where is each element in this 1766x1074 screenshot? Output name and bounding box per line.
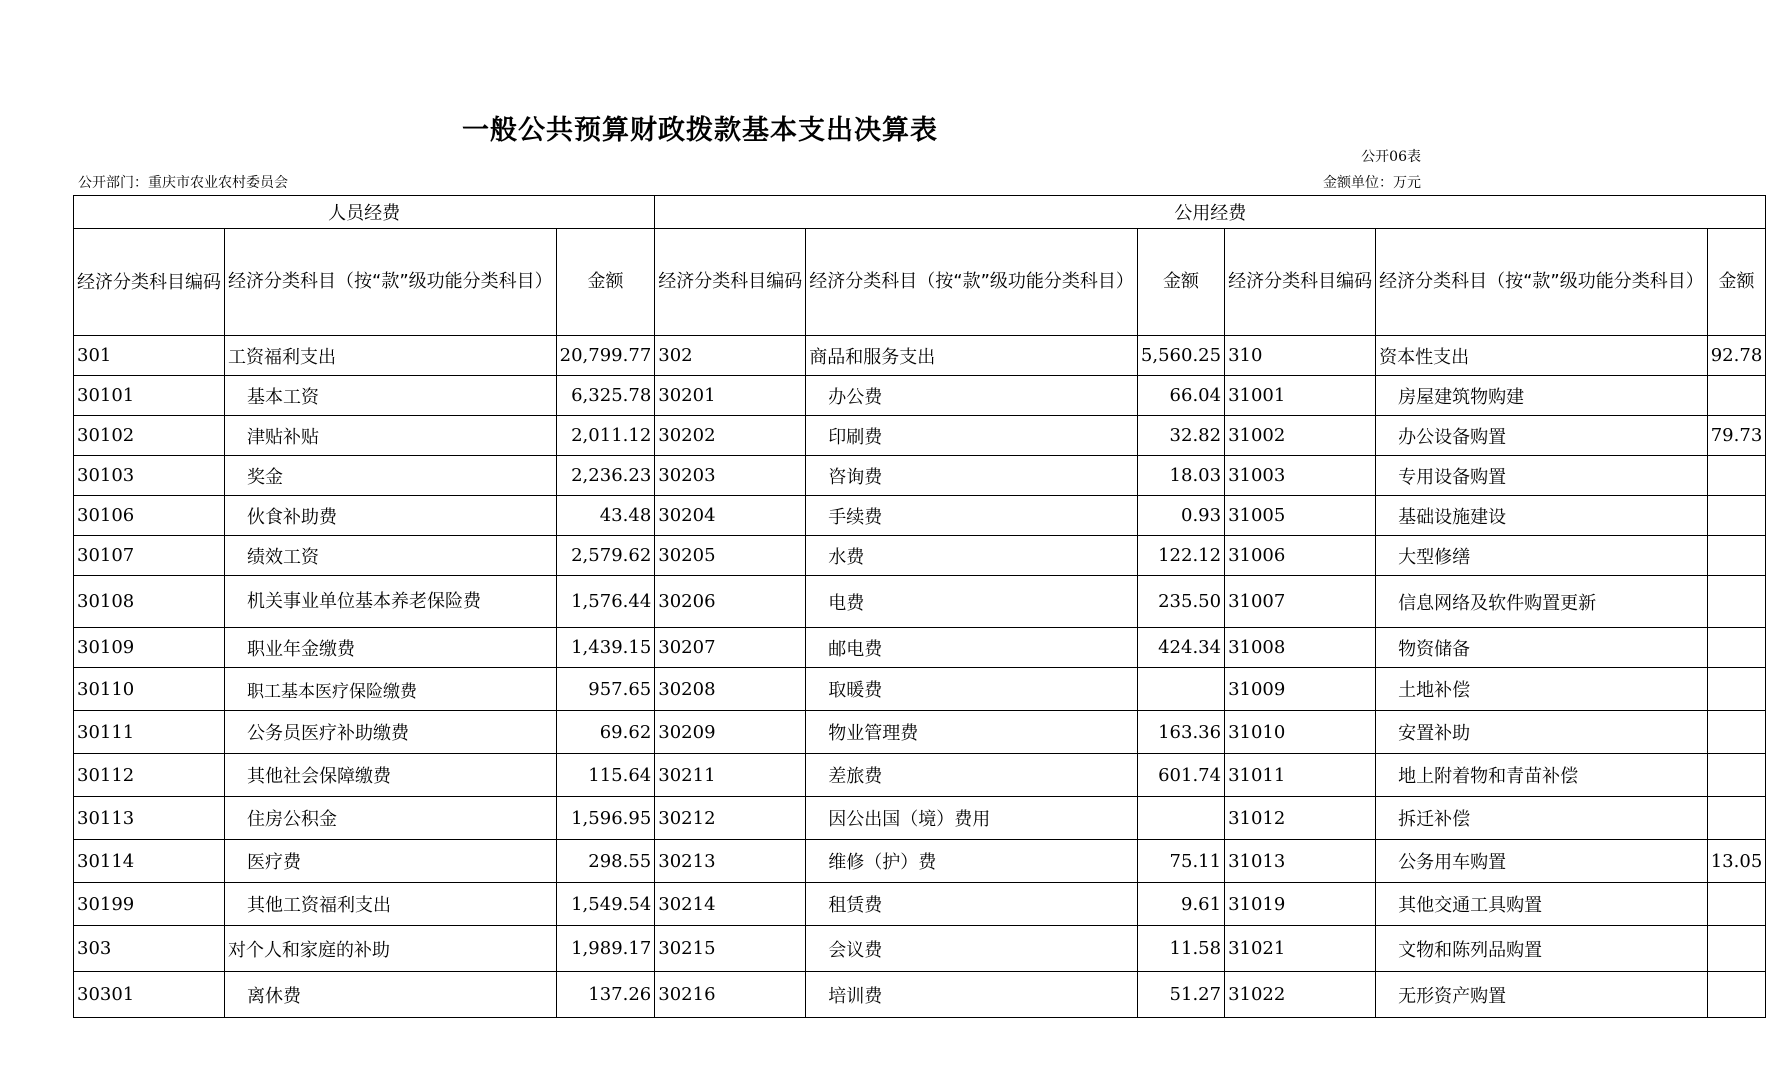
- code-cell: 30199: [74, 883, 225, 926]
- amount-cell: 957.65: [556, 668, 655, 711]
- name-cell: 地上附着物和青苗补偿: [1376, 754, 1708, 797]
- table-row: [74, 416, 1766, 456]
- table-row: [74, 754, 1766, 797]
- table-row: [74, 668, 1766, 711]
- amount-cell: 11.58: [1137, 926, 1224, 972]
- name-cell: 商品和服务支出: [806, 336, 1138, 376]
- name-cell: 土地补偿: [1376, 668, 1708, 711]
- table-row: [74, 797, 1766, 840]
- name-cell: 文物和陈列品购置: [1376, 926, 1708, 972]
- code-cell: 30214: [655, 883, 806, 926]
- amount-cell: [1707, 628, 1766, 668]
- header-code-goods: 经济分类科目编码: [655, 229, 806, 336]
- code-cell: 30212: [655, 797, 806, 840]
- amount-cell: 1,549.54: [556, 883, 655, 926]
- amount-cell: 92.78: [1707, 336, 1766, 376]
- code-cell: 30106: [74, 496, 225, 536]
- amount-cell: 5,560.25: [1137, 336, 1224, 376]
- code-cell: 31019: [1225, 883, 1376, 926]
- header-code-capital: 经济分类科目编码: [1225, 229, 1376, 336]
- name-cell: 无形资产购置: [1376, 972, 1708, 1018]
- name-cell: 工资福利支出: [225, 336, 557, 376]
- name-cell: 奖金: [225, 456, 557, 496]
- code-cell: 31002: [1225, 416, 1376, 456]
- name-cell: 拆迁补偿: [1376, 797, 1708, 840]
- amount-cell: 2,011.12: [556, 416, 655, 456]
- amount-cell: 2,579.62: [556, 536, 655, 576]
- header-name-capital: 经济分类科目（按“款”级功能分类科目）: [1376, 229, 1708, 336]
- amount-cell: 2,236.23: [556, 456, 655, 496]
- name-cell: 维修（护）费: [806, 840, 1138, 883]
- name-cell: 其他工资福利支出: [225, 883, 557, 926]
- code-cell: 30202: [655, 416, 806, 456]
- name-cell: 对个人和家庭的补助: [225, 926, 557, 972]
- code-cell: 31005: [1225, 496, 1376, 536]
- code-cell: 31009: [1225, 668, 1376, 711]
- code-cell: 30301: [74, 972, 225, 1018]
- code-cell: 31007: [1225, 576, 1376, 628]
- amount-cell: [1707, 576, 1766, 628]
- code-cell: 30110: [74, 668, 225, 711]
- amount-cell: [1707, 797, 1766, 840]
- name-cell: 其他社会保障缴费: [225, 754, 557, 797]
- code-cell: 30109: [74, 628, 225, 668]
- name-cell: 邮电费: [806, 628, 1138, 668]
- code-cell: 30201: [655, 376, 806, 416]
- amount-cell: [1707, 883, 1766, 926]
- table-row: [74, 576, 1766, 628]
- amount-cell: 137.26: [556, 972, 655, 1018]
- name-cell: 离休费: [225, 972, 557, 1018]
- table-row: [74, 376, 1766, 416]
- code-cell: 31006: [1225, 536, 1376, 576]
- amount-cell: [1707, 926, 1766, 972]
- header-code-personnel: 经济分类科目编码: [74, 229, 225, 336]
- code-cell: 30114: [74, 840, 225, 883]
- name-cell: 水费: [806, 536, 1138, 576]
- amount-cell: [1707, 536, 1766, 576]
- name-cell: 大型修缮: [1376, 536, 1708, 576]
- table-number: 公开06表: [1361, 149, 1421, 165]
- table-row: [74, 336, 1766, 376]
- name-cell: 职业年金缴费: [225, 628, 557, 668]
- code-cell: 30112: [74, 754, 225, 797]
- amount-cell: 1,439.15: [556, 628, 655, 668]
- amount-cell: [1707, 668, 1766, 711]
- code-cell: 30208: [655, 668, 806, 711]
- name-cell: 房屋建筑物购建: [1376, 376, 1708, 416]
- code-cell: 31003: [1225, 456, 1376, 496]
- amount-cell: 1,596.95: [556, 797, 655, 840]
- header-name-personnel: 经济分类科目（按“款”级功能分类科目）: [225, 229, 557, 336]
- amount-cell: 75.11: [1137, 840, 1224, 883]
- name-cell: 公务员医疗补助缴费: [225, 711, 557, 754]
- name-cell: 住房公积金: [225, 797, 557, 840]
- table-row: [74, 926, 1766, 972]
- group-header-public: 公用经费: [655, 196, 1766, 229]
- code-cell: 30101: [74, 376, 225, 416]
- unit-label: 金额单位：万元: [1323, 175, 1421, 191]
- name-cell: 办公设备购置: [1376, 416, 1708, 456]
- code-cell: 30209: [655, 711, 806, 754]
- code-cell: 31001: [1225, 376, 1376, 416]
- code-cell: 30113: [74, 797, 225, 840]
- code-cell: 303: [74, 926, 225, 972]
- code-cell: 30205: [655, 536, 806, 576]
- table-row: [74, 972, 1766, 1018]
- name-cell: 职工基本医疗保险缴费: [225, 668, 557, 711]
- department-label: 公开部门：重庆市农业农村委员会: [78, 175, 288, 191]
- name-cell: 因公出国（境）费用: [806, 797, 1138, 840]
- header-amount-personnel: 金额: [556, 229, 655, 336]
- code-cell: 30204: [655, 496, 806, 536]
- expenditure-table: [73, 195, 1766, 1018]
- code-cell: 30107: [74, 536, 225, 576]
- amount-cell: 69.62: [556, 711, 655, 754]
- code-cell: 30111: [74, 711, 225, 754]
- amount-cell: 1,576.44: [556, 576, 655, 628]
- group-header-personnel: 人员经费: [74, 196, 655, 229]
- name-cell: 物资储备: [1376, 628, 1708, 668]
- code-cell: 30206: [655, 576, 806, 628]
- name-cell: 手续费: [806, 496, 1138, 536]
- name-cell: 差旅费: [806, 754, 1138, 797]
- header-amount-capital: 金额: [1707, 229, 1766, 336]
- name-cell: 绩效工资: [225, 536, 557, 576]
- code-cell: 31011: [1225, 754, 1376, 797]
- name-cell: 基础设施建设: [1376, 496, 1708, 536]
- code-cell: 30213: [655, 840, 806, 883]
- amount-cell: [1137, 797, 1224, 840]
- amount-cell: 115.64: [556, 754, 655, 797]
- table-row: [74, 536, 1766, 576]
- name-cell: 物业管理费: [806, 711, 1138, 754]
- name-cell: 基本工资: [225, 376, 557, 416]
- name-cell: 伙食补助费: [225, 496, 557, 536]
- name-cell: 信息网络及软件购置更新: [1376, 576, 1708, 628]
- amount-cell: [1137, 668, 1224, 711]
- amount-cell: [1707, 754, 1766, 797]
- code-cell: 30211: [655, 754, 806, 797]
- amount-cell: [1707, 456, 1766, 496]
- amount-cell: [1707, 972, 1766, 1018]
- code-cell: 30102: [74, 416, 225, 456]
- name-cell: 租赁费: [806, 883, 1138, 926]
- amount-cell: 601.74: [1137, 754, 1224, 797]
- name-cell: 医疗费: [225, 840, 557, 883]
- code-cell: 302: [655, 336, 806, 376]
- table-row: [74, 840, 1766, 883]
- amount-cell: 163.36: [1137, 711, 1224, 754]
- amount-cell: 122.12: [1137, 536, 1224, 576]
- amount-cell: 43.48: [556, 496, 655, 536]
- amount-cell: 79.73: [1707, 416, 1766, 456]
- amount-cell: [1707, 376, 1766, 416]
- code-cell: 30207: [655, 628, 806, 668]
- table-row: [74, 883, 1766, 926]
- amount-cell: 18.03: [1137, 456, 1224, 496]
- code-cell: 30203: [655, 456, 806, 496]
- page-title: 一般公共预算财政拨款基本支出决算表: [462, 115, 938, 146]
- amount-cell: [1707, 496, 1766, 536]
- amount-cell: 424.34: [1137, 628, 1224, 668]
- amount-cell: 298.55: [556, 840, 655, 883]
- code-cell: 30108: [74, 576, 225, 628]
- code-cell: 310: [1225, 336, 1376, 376]
- name-cell: 安置补助: [1376, 711, 1708, 754]
- header-name-goods: 经济分类科目（按“款”级功能分类科目）: [806, 229, 1138, 336]
- name-cell: 咨询费: [806, 456, 1138, 496]
- table-row: [74, 711, 1766, 754]
- code-cell: 30216: [655, 972, 806, 1018]
- name-cell: 办公费: [806, 376, 1138, 416]
- name-cell: 机关事业单位基本养老保险费: [225, 576, 557, 628]
- name-cell: 津贴补贴: [225, 416, 557, 456]
- amount-cell: 13.05: [1707, 840, 1766, 883]
- code-cell: 31008: [1225, 628, 1376, 668]
- table-row: [74, 456, 1766, 496]
- name-cell: 印刷费: [806, 416, 1138, 456]
- amount-cell: 32.82: [1137, 416, 1224, 456]
- header-amount-goods: 金额: [1137, 229, 1224, 336]
- code-cell: 31022: [1225, 972, 1376, 1018]
- amount-cell: 51.27: [1137, 972, 1224, 1018]
- code-cell: 30103: [74, 456, 225, 496]
- name-cell: 其他交通工具购置: [1376, 883, 1708, 926]
- amount-cell: 6,325.78: [556, 376, 655, 416]
- code-cell: 31010: [1225, 711, 1376, 754]
- name-cell: 培训费: [806, 972, 1138, 1018]
- table-row: [74, 628, 1766, 668]
- code-cell: 31021: [1225, 926, 1376, 972]
- amount-cell: [1707, 711, 1766, 754]
- name-cell: 专用设备购置: [1376, 456, 1708, 496]
- name-cell: 资本性支出: [1376, 336, 1708, 376]
- amount-cell: 9.61: [1137, 883, 1224, 926]
- name-cell: 取暖费: [806, 668, 1138, 711]
- amount-cell: 235.50: [1137, 576, 1224, 628]
- amount-cell: 0.93: [1137, 496, 1224, 536]
- code-cell: 30215: [655, 926, 806, 972]
- code-cell: 31013: [1225, 840, 1376, 883]
- table-row: [74, 496, 1766, 536]
- code-cell: 301: [74, 336, 225, 376]
- code-cell: 31012: [1225, 797, 1376, 840]
- name-cell: 电费: [806, 576, 1138, 628]
- amount-cell: 1,989.17: [556, 926, 655, 972]
- amount-cell: 20,799.77: [556, 336, 655, 376]
- name-cell: 公务用车购置: [1376, 840, 1708, 883]
- amount-cell: 66.04: [1137, 376, 1224, 416]
- name-cell: 会议费: [806, 926, 1138, 972]
